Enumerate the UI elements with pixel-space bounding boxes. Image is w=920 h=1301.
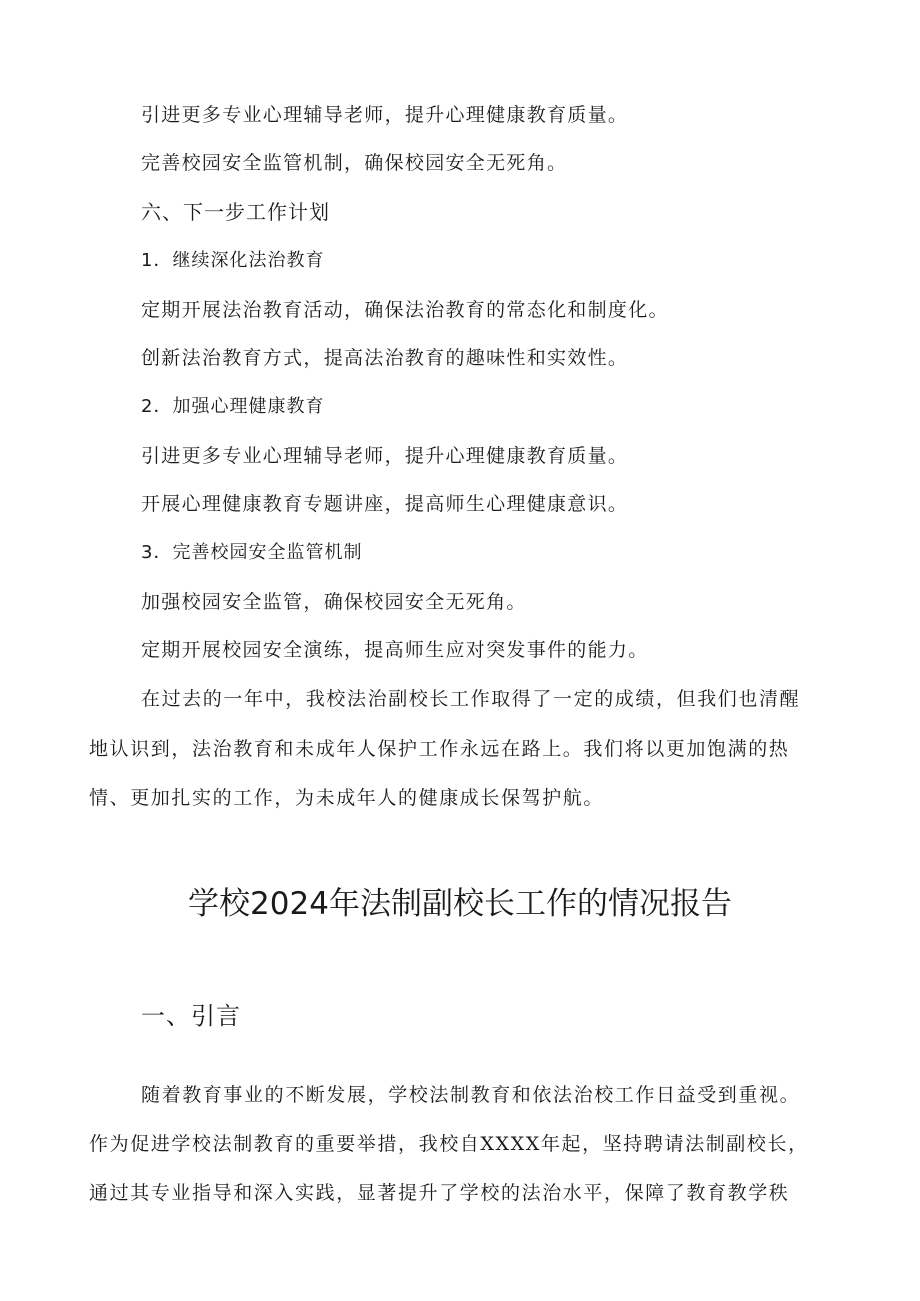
report-title: 学校2024年法制副校长工作的情况报告 <box>188 886 732 922</box>
intro-line: 通过其专业指导和深入实践，显著提升了学校的法治水平，保障了教育教学秩 <box>89 1182 790 1204</box>
subsection-heading: 3．完善校园安全监管机制 <box>141 542 363 563</box>
intro-line: 随着教育事业的不断发展，学校法制教育和依法治校工作日益受到重视。 <box>141 1084 801 1106</box>
conclusion-line: 情、更加扎实的工作，为未成年人的健康成长保驾护航。 <box>89 787 605 809</box>
conclusion-line: 在过去的一年中，我校法治副校长工作取得了一定的成绩，但我们也清醒 <box>141 688 801 710</box>
text-line: 加强校园安全监管，确保校园安全无死角。 <box>141 591 527 613</box>
text-line: 引进更多专业心理辅导老师，提升心理健康教育质量。 <box>141 104 629 126</box>
section-heading: 六、下一步工作计划 <box>141 200 330 224</box>
text-line: 完善校园安全监管机制，确保校园安全无死角。 <box>141 152 568 174</box>
text-line: 创新法治教育方式，提高法治教育的趣味性和实效性。 <box>141 347 629 369</box>
text-line: 定期开展法治教育活动，确保法治教育的常态化和制度化。 <box>141 299 669 321</box>
intro-line: 作为促进学校法制教育的重要举措，我校自XXXX年起，坚持聘请法制副校长， <box>89 1133 809 1155</box>
conclusion-line: 地认识到，法治教育和未成年人保护工作永远在路上。我们将以更加饱满的热 <box>89 738 790 760</box>
subsection-heading: 2．加强心理健康教育 <box>141 396 325 417</box>
text-line: 开展心理健康教育专题讲座，提高师生心理健康意识。 <box>141 493 629 515</box>
section-title: 一、引言 <box>141 1002 241 1030</box>
subsection-heading: 1．继续深化法治教育 <box>141 250 325 271</box>
text-line: 定期开展校园安全演练，提高师生应对突发事件的能力。 <box>141 639 649 661</box>
text-line: 引进更多专业心理辅导老师，提升心理健康教育质量。 <box>141 445 629 467</box>
